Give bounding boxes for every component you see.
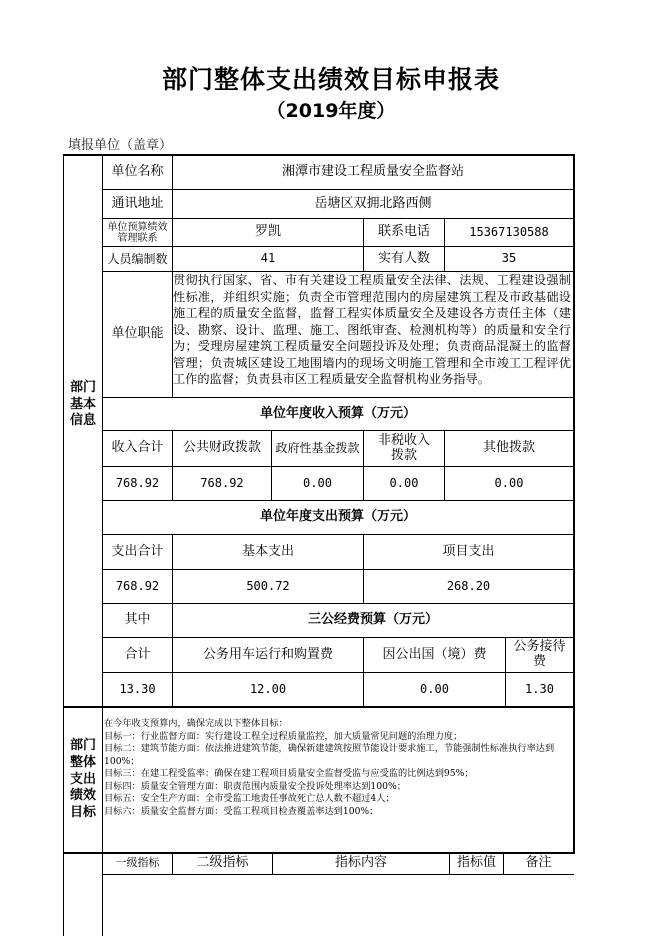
three-public-title: 三公经费预算（万元） [307,612,438,628]
income-header-nontax: 非税收入拨款 [377,432,430,463]
income-value-total: 768.92 [115,475,160,490]
income-value-fund: 0.00 [303,475,332,490]
income-header-other: 其他拨款 [482,440,535,456]
perf-contact-label: 单位预算绩效管理联系 [107,221,168,244]
duty-text: 贯彻执行国家、省、市有关建设工程质量安全法律、法规、工程建设强制性标准，并组织实施；负责全市管理范围内的房屋建筑工程及市政基础设施工程的质量安全监督，监督工程实体质量安全及建设各方责任主体（建设、勘察、设计、监理、施工、图纸审查、检测机构等）的质量和安全行为；受理房屋建筑工程质量安全问题投诉及处理；负责商品混凝土的监督管理；负责城区建设工地围墙内的现场文明施工管理和全市竣工工程评优工作的监督；负责县市区工程质量安全监督机构业务指导。 [173,273,571,386]
three-public-value-total: 13.30 [119,681,156,696]
staff-actual-value: 35 [501,251,517,266]
row-line [102,874,574,875]
indicator-header-level1: 一级指标 [115,856,160,870]
three-public-header-total: 合计 [124,646,151,662]
page-title: 部门整体支出绩效目标申报表 [161,65,500,94]
staff-quota-value: 41 [260,251,276,266]
expense-header-total: 支出合计 [111,543,164,559]
income-header-fund: 政府性基金拨款 [275,440,360,455]
goal-line: 目标一：行业监督方面：实行建设工程全过程质量监控，加大质量常见问题的治理力度； [104,730,463,742]
goal-line: 目标五：安全生产方面：全市受监工地责任事故死亡总人数不超过4人； [104,793,395,804]
goal-line: 目标三：在建工程受监率：确保在建工程项目质量安全监督受监与应受监的比例达到95%； [104,768,474,779]
expense-header-basic: 基本支出 [241,543,294,559]
income-value-nontax: 0.00 [389,475,419,490]
income-value-public: 768.92 [200,475,244,490]
among-label: 其中 [124,612,151,628]
phone-value: 15367130588 [469,224,549,239]
staff-quota-label: 人员编制数 [107,252,168,266]
section-line [63,706,574,708]
goal-line: 目标二：建筑节能方面：依法推进建筑节能，确保新建建筑按照节能设计要求施工，节能强制性标准执行率达到100%； [104,743,555,767]
income-header-total: 收入合计 [111,440,164,456]
goal-line: 目标六：质量安全监督方面：受监工程项目检查覆盖率达到100%； [104,805,379,817]
three-public-header-abroad: 因公出国（境）费 [382,646,487,662]
three-public-value-reception: 1.30 [525,681,554,696]
expense-value-basic: 500.72 [246,578,290,593]
indicator-header-value: 指标值 [456,855,496,871]
page-subtitle-year: （2019年度） [266,100,396,122]
perf-contact-value: 罗凯 [254,224,281,240]
address-label: 通讯地址 [111,195,164,211]
phone-label: 联系电话 [377,224,430,240]
three-public-value-abroad: 0.00 [420,681,449,696]
income-value-other: 0.00 [494,475,524,490]
goal-line: 在今年收支预算内，确保完成以下整体目标： [104,718,288,729]
filler-unit-label: 填报单位（盖章） [68,138,173,153]
three-public-header-reception: 公务接待费 [513,639,566,669]
expense-value-total: 768.92 [115,578,160,593]
indicator-header-content: 指标内容 [334,855,387,871]
expense-budget-title: 单位年度支出预算（万元） [259,509,416,525]
address-value: 岳塘区双拥北路西侧 [314,195,432,211]
side-label-goals: 部门 整体 支出 绩效 目标 [69,737,96,821]
unit-name-value: 湘潭市建设工程质量安全监督站 [281,163,464,179]
expense-header-project: 项目支出 [442,543,495,559]
duty-label: 单位职能 [111,326,164,342]
unit-name-label: 单位名称 [111,163,164,179]
indicator-header-remark: 备注 [525,855,552,871]
indicator-header-level2: 二级指标 [196,855,249,871]
income-budget-title: 单位年度收入预算（万元） [259,405,416,421]
three-public-value-car: 12.00 [249,681,287,696]
income-header-public: 公共财政拨款 [182,440,261,456]
expense-value-project: 268.20 [446,578,491,593]
goal-line: 目标四：质量安全管理方面：职责范围内质量安全投诉处理率达到100%； [104,780,406,792]
side-label-basic-info: 部门 基本 信息 [69,379,96,429]
staff-actual-label: 实有人数 [377,250,430,266]
three-public-header-car: 公务用车运行和购置费 [202,646,333,662]
performance-goals [104,718,574,818]
